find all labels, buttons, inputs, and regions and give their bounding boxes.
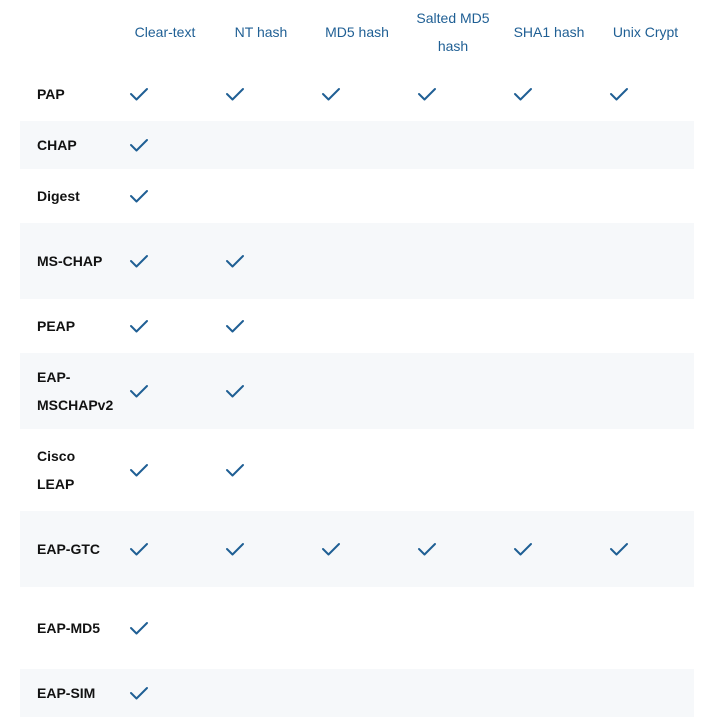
- checkmark-icon: [129, 253, 149, 269]
- checkmark-icon: [417, 541, 437, 557]
- cell-salted-md5-hash: [405, 588, 501, 667]
- checkmark-icon: [609, 86, 629, 102]
- checkmark-icon: [321, 541, 341, 557]
- table-row: [20, 119, 694, 170]
- cell-unix-crypt: [597, 667, 694, 717]
- cell-sha1-hash: [501, 68, 597, 119]
- table-row: [20, 430, 694, 509]
- cell-unix-crypt: [597, 68, 694, 119]
- row-method-name: EAP-SIM: [20, 667, 117, 717]
- checkmark-icon: [225, 383, 245, 399]
- checkmark-icon: [609, 541, 629, 557]
- cell-nt-hash: [213, 68, 309, 119]
- cell-nt-hash: [213, 119, 309, 170]
- cell-clear-text: [117, 667, 213, 717]
- cell-unix-crypt: [597, 588, 694, 667]
- cell-unix-crypt: [597, 221, 694, 300]
- row-method-name: PAP: [20, 68, 117, 119]
- checkmark-icon: [321, 86, 341, 102]
- cell-salted-md5-hash: [405, 221, 501, 300]
- row-method-name: Cisco LEAP: [20, 430, 117, 509]
- cell-nt-hash: [213, 170, 309, 221]
- cell-md5-hash: [309, 430, 405, 509]
- cell-clear-text: [117, 221, 213, 300]
- cell-sha1-hash: [501, 667, 597, 717]
- cell-unix-crypt: [597, 430, 694, 509]
- cell-salted-md5-hash: [405, 119, 501, 170]
- checkmark-icon: [129, 620, 149, 636]
- checkmark-icon: [129, 685, 149, 701]
- cell-nt-hash: [213, 221, 309, 300]
- auth-compatibility-table: [20, 0, 694, 717]
- row-method-name: CHAP: [20, 119, 117, 170]
- cell-salted-md5-hash: [405, 68, 501, 119]
- table-row: [20, 509, 694, 588]
- row-method-name: Digest: [20, 170, 117, 221]
- cell-md5-hash: [309, 509, 405, 588]
- checkmark-icon: [129, 86, 149, 102]
- checkmark-icon: [417, 86, 437, 102]
- cell-md5-hash: [309, 221, 405, 300]
- table-row: [20, 588, 694, 667]
- cell-salted-md5-hash: [405, 509, 501, 588]
- cell-clear-text: [117, 509, 213, 588]
- cell-clear-text: [117, 170, 213, 221]
- row-method-name: EAP-MD5: [20, 588, 117, 667]
- column-header-clear-text: Clear-text: [134, 23, 196, 40]
- column-header-md5-hash: MD5 hash: [325, 23, 389, 40]
- cell-nt-hash: [213, 300, 309, 351]
- cell-sha1-hash: [501, 509, 597, 588]
- table-header: [20, 0, 694, 68]
- cell-nt-hash: [213, 430, 309, 509]
- column-header-sha1-hash: SHA1 hash: [513, 23, 585, 40]
- table-row: [20, 221, 694, 300]
- cell-md5-hash: [309, 351, 405, 430]
- cell-md5-hash: [309, 300, 405, 351]
- checkmark-icon: [513, 86, 533, 102]
- cell-nt-hash: [213, 509, 309, 588]
- cell-clear-text: [117, 300, 213, 351]
- cell-sha1-hash: [501, 430, 597, 509]
- column-header-method: [20, 0, 117, 68]
- row-method-name: EAP-GTC: [20, 509, 117, 588]
- cell-unix-crypt: [597, 119, 694, 170]
- checkmark-icon: [129, 462, 149, 478]
- cell-clear-text: [117, 430, 213, 509]
- cell-sha1-hash: [501, 351, 597, 430]
- cell-sha1-hash: [501, 170, 597, 221]
- cell-md5-hash: [309, 170, 405, 221]
- cell-md5-hash: [309, 667, 405, 717]
- cell-nt-hash: [213, 667, 309, 717]
- cell-clear-text: [117, 119, 213, 170]
- row-method-name: EAP-MSCHAPv2: [20, 351, 117, 430]
- checkmark-icon: [129, 318, 149, 334]
- cell-salted-md5-hash: [405, 430, 501, 509]
- table-row: [20, 300, 694, 351]
- checkmark-icon: [225, 86, 245, 102]
- table-row: [20, 667, 694, 717]
- cell-nt-hash: [213, 351, 309, 430]
- checkmark-icon: [129, 137, 149, 153]
- row-method-name: PEAP: [20, 300, 117, 351]
- cell-clear-text: [117, 68, 213, 119]
- cell-clear-text: [117, 351, 213, 430]
- checkmark-icon: [129, 188, 149, 204]
- cell-md5-hash: [309, 119, 405, 170]
- cell-clear-text: [117, 588, 213, 667]
- table-row: [20, 68, 694, 119]
- table-body: [20, 68, 694, 717]
- checkmark-icon: [513, 541, 533, 557]
- checkmark-icon: [225, 462, 245, 478]
- column-header-salted-md5-hash: Salted MD5 hash: [416, 9, 490, 54]
- cell-unix-crypt: [597, 351, 694, 430]
- checkmark-icon: [225, 318, 245, 334]
- cell-unix-crypt: [597, 170, 694, 221]
- cell-nt-hash: [213, 588, 309, 667]
- column-header-unix-crypt: Unix Crypt: [612, 23, 679, 40]
- row-method-name: MS-CHAP: [20, 221, 117, 300]
- cell-md5-hash: [309, 588, 405, 667]
- auth-compatibility-table-container: [20, 0, 694, 717]
- cell-sha1-hash: [501, 300, 597, 351]
- checkmark-icon: [129, 541, 149, 557]
- table-row: [20, 170, 694, 221]
- cell-sha1-hash: [501, 588, 597, 667]
- header-row: [20, 0, 694, 68]
- column-header-nt-hash: NT hash: [234, 23, 288, 40]
- cell-salted-md5-hash: [405, 351, 501, 430]
- cell-unix-crypt: [597, 300, 694, 351]
- cell-md5-hash: [309, 68, 405, 119]
- checkmark-icon: [129, 383, 149, 399]
- cell-salted-md5-hash: [405, 300, 501, 351]
- cell-sha1-hash: [501, 119, 597, 170]
- cell-salted-md5-hash: [405, 667, 501, 717]
- checkmark-icon: [225, 541, 245, 557]
- cell-salted-md5-hash: [405, 170, 501, 221]
- table-row: [20, 351, 694, 430]
- cell-sha1-hash: [501, 221, 597, 300]
- checkmark-icon: [225, 253, 245, 269]
- cell-unix-crypt: [597, 509, 694, 588]
